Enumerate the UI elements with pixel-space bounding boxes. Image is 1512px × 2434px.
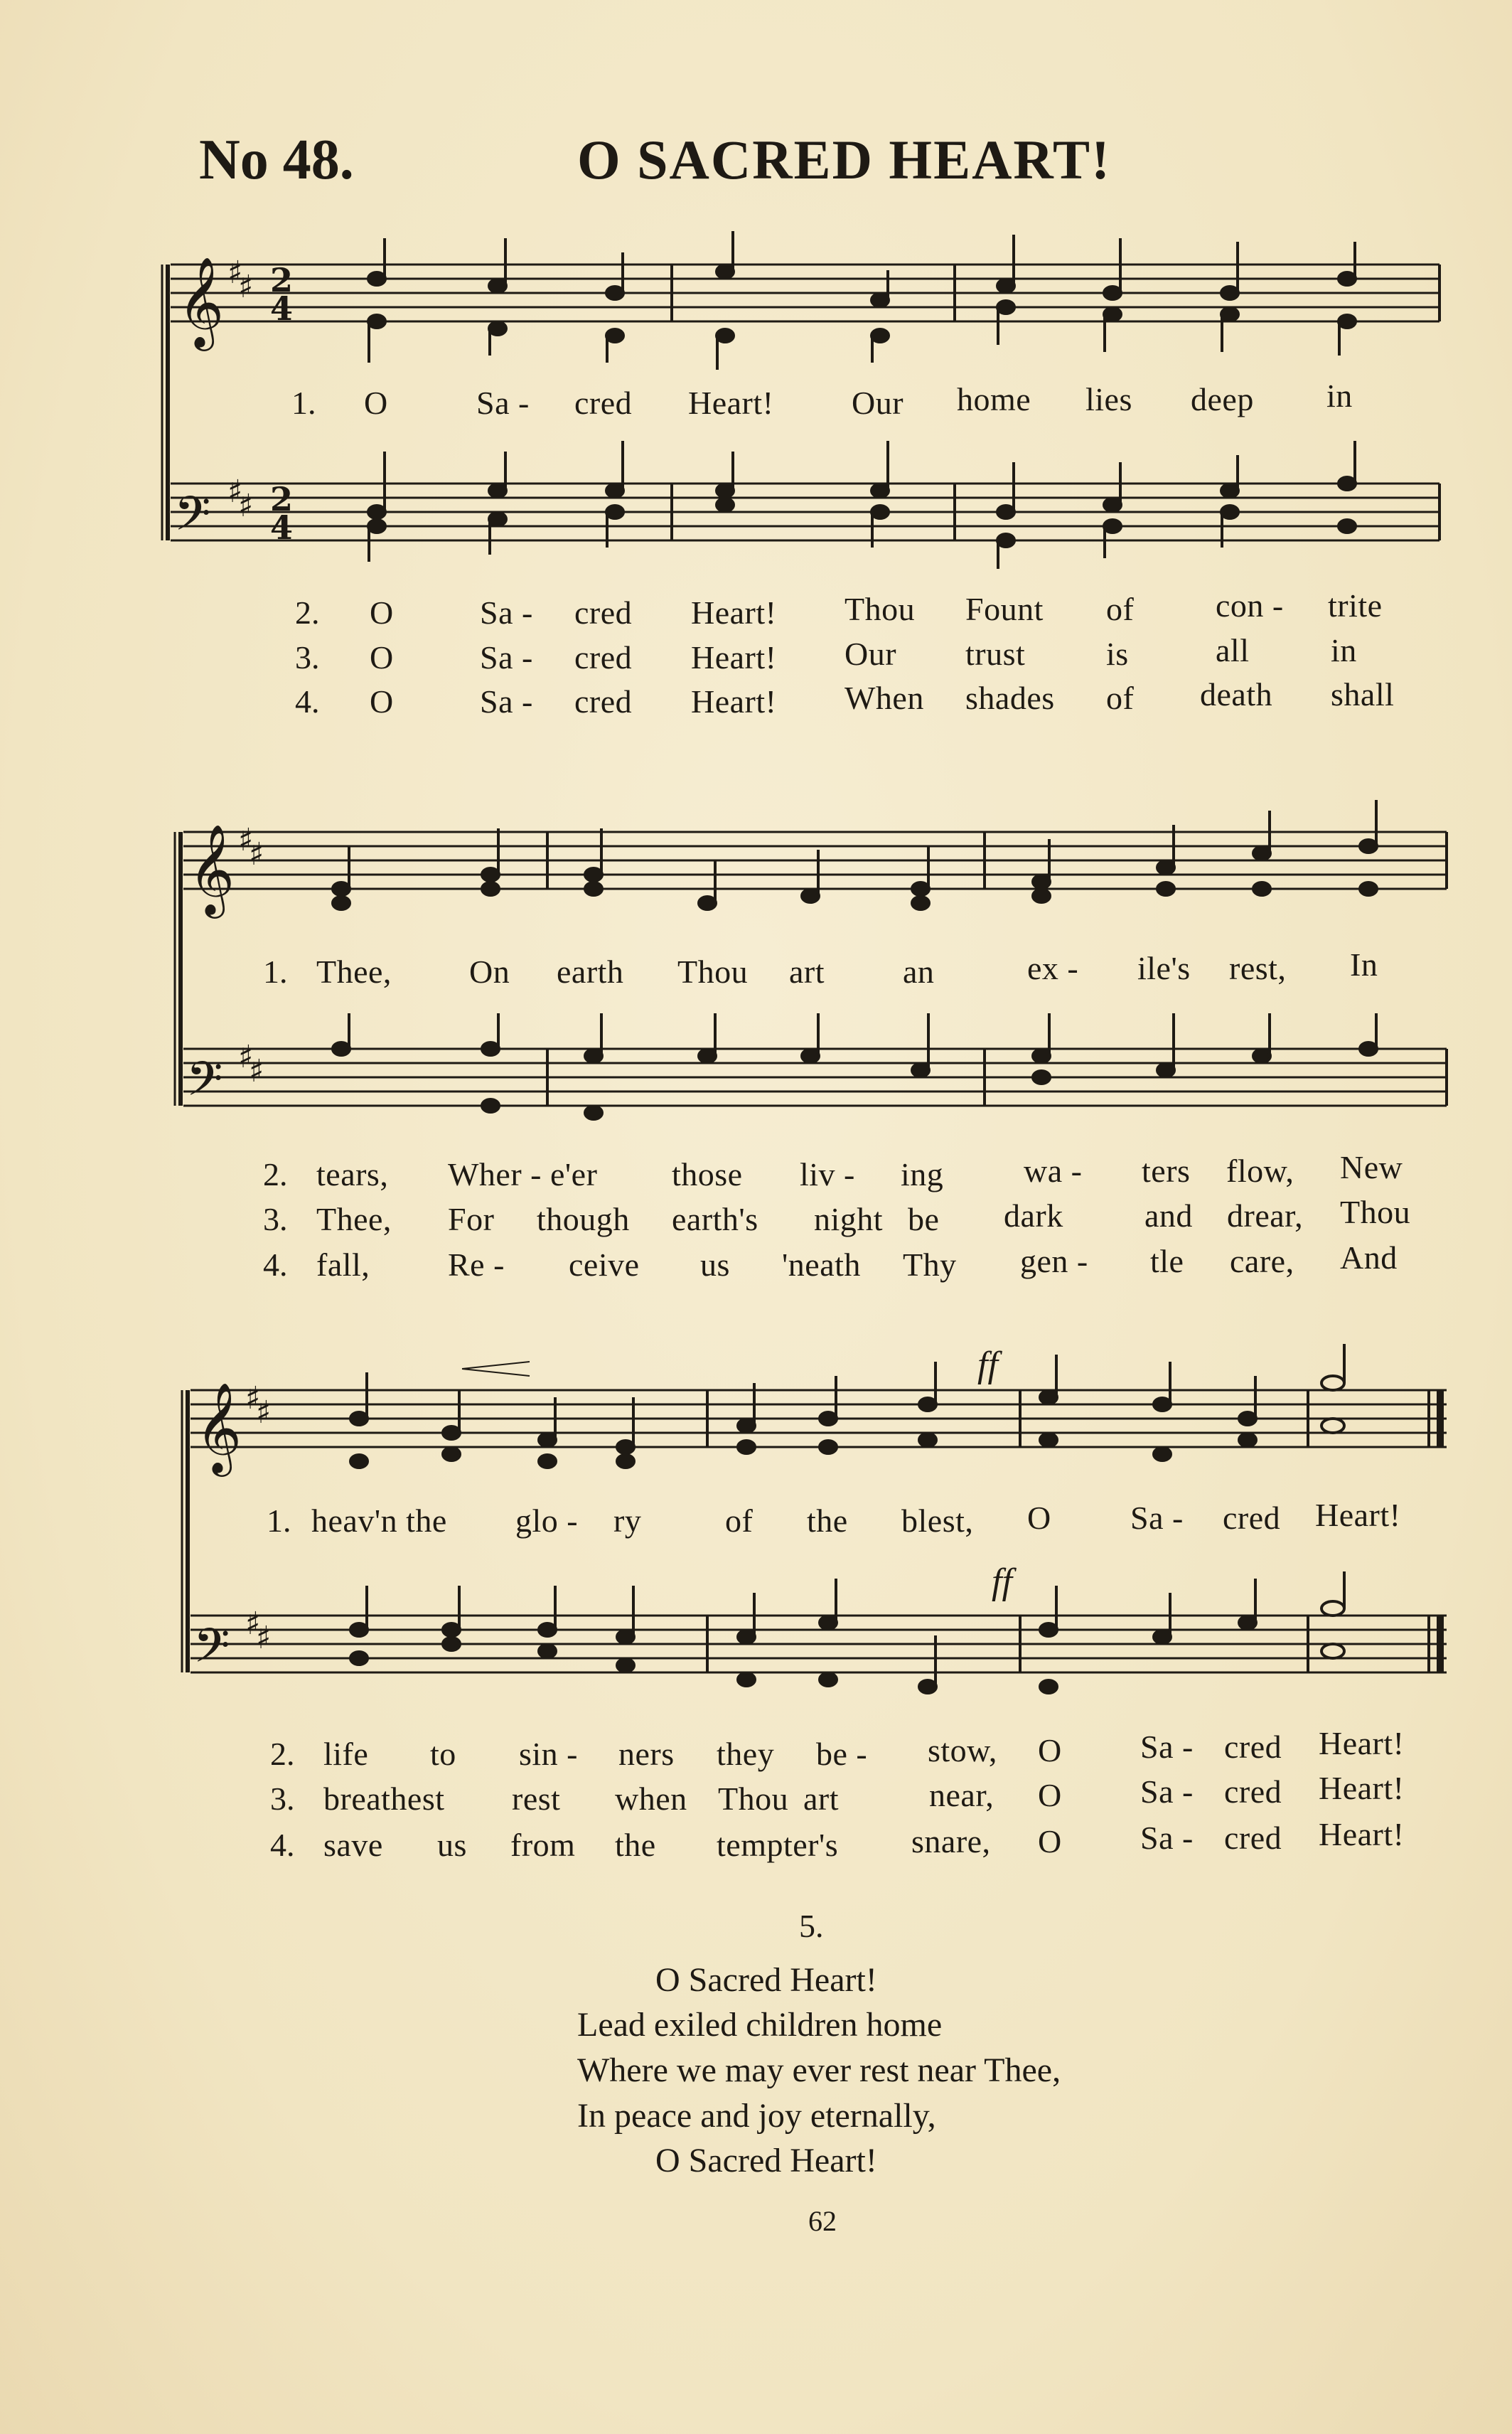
syllable: Heart! <box>688 385 774 421</box>
poem-line: In peace and joy eternally, <box>577 2097 936 2135</box>
syllable: shall <box>1331 676 1395 712</box>
syllable: death <box>1200 676 1273 712</box>
syllable: ners <box>618 1736 675 1772</box>
syllable: cred <box>1224 1773 1282 1810</box>
syllable: Re - <box>448 1247 505 1283</box>
syllable: ing <box>901 1156 944 1192</box>
verse-number: 1. <box>291 385 316 421</box>
syllable: Sa - <box>1140 1773 1194 1810</box>
syllable: those <box>672 1156 743 1192</box>
syllable: sin - <box>519 1736 578 1772</box>
syllable: ceive <box>569 1247 640 1283</box>
syllable: Fount <box>965 591 1044 627</box>
syllable: breathest <box>323 1781 445 1817</box>
syllable: drear, <box>1227 1197 1304 1234</box>
verse-number: 4. <box>263 1247 288 1283</box>
syllable: trust <box>965 636 1026 672</box>
syllable: Heart! <box>691 639 777 676</box>
syllable: the <box>807 1502 848 1539</box>
syllable: Sa - <box>480 594 533 631</box>
svg-text:4: 4 <box>270 289 294 328</box>
syllable: be - <box>816 1736 868 1772</box>
syllable: con - <box>1216 587 1284 624</box>
syllable: Our <box>852 385 904 421</box>
syllable: earth's <box>672 1201 758 1237</box>
svg-text:♯: ♯ <box>256 1394 272 1431</box>
syllable: When <box>845 680 924 716</box>
verse-number: 3. <box>270 1781 295 1817</box>
syllable: Wher - e'er <box>448 1156 598 1192</box>
verse-number: 4. <box>270 1827 295 1863</box>
syllable: an <box>903 954 935 990</box>
fortissimo-marking: ff <box>992 1562 1012 1602</box>
verse-number: 3. <box>295 639 320 676</box>
syllable: glo - <box>515 1502 579 1539</box>
syllable: to <box>430 1736 456 1772</box>
verse-number: 2. <box>295 594 320 631</box>
syllable: O <box>1038 1823 1062 1859</box>
verse-number: 2. <box>263 1156 288 1192</box>
syllable: save <box>323 1827 383 1863</box>
svg-text:♯: ♯ <box>249 836 264 872</box>
syllable: rest <box>512 1781 561 1817</box>
syllable: is <box>1106 636 1129 672</box>
syllable: cred <box>574 594 633 631</box>
syllable: tears, <box>316 1156 389 1192</box>
syllable: lies <box>1085 381 1132 417</box>
syllable: tle <box>1150 1243 1184 1279</box>
syllable: night <box>814 1201 884 1237</box>
fortissimo-marking: ff <box>977 1345 998 1385</box>
poem-line: Where we may ever rest near Thee, <box>577 2051 1061 2089</box>
syllable: liv - <box>800 1156 855 1192</box>
syllable: O <box>370 683 394 720</box>
svg-text:♯: ♯ <box>238 1039 254 1075</box>
bass-clef: 𝄢 <box>174 486 211 553</box>
hymn-title: O SACRED HEART! <box>577 129 1112 191</box>
svg-text:2: 2 <box>270 480 294 518</box>
hymn-number: No 48. <box>199 129 354 191</box>
syllable: from <box>510 1827 576 1863</box>
syllable: trite <box>1328 587 1383 624</box>
poem-line: O Sacred Heart! <box>655 1961 877 1999</box>
syllable: ile's <box>1137 950 1191 986</box>
syllable: Heart! <box>691 594 777 631</box>
syllable: Sa - <box>1130 1500 1184 1536</box>
syllable: Heart! <box>1319 1725 1405 1761</box>
verse-number: 1. <box>263 954 288 990</box>
svg-text:𝄢: 𝄢 <box>186 1052 223 1118</box>
syllable: Thou <box>845 591 916 627</box>
syllable: cred <box>574 683 633 720</box>
svg-text:♯: ♯ <box>227 474 243 510</box>
syllable: cred <box>1223 1500 1281 1536</box>
syllable: care, <box>1230 1243 1294 1279</box>
syllable: Thy <box>903 1247 957 1283</box>
syllable: us <box>437 1827 467 1863</box>
poem-line: Lead exiled children home <box>577 2006 943 2044</box>
syllable: life <box>323 1736 369 1772</box>
syllable: Thou <box>677 954 749 990</box>
syllable: 'neath <box>782 1247 861 1283</box>
svg-text:𝄢: 𝄢 <box>193 1618 230 1685</box>
syllable: Sa - <box>476 385 530 421</box>
syllable: art <box>803 1781 840 1817</box>
svg-text:♯: ♯ <box>238 822 254 858</box>
svg-text:𝄞: 𝄞 <box>188 823 235 914</box>
svg-text:𝄞: 𝄞 <box>195 1382 242 1473</box>
verse-number: 1. <box>267 1502 291 1539</box>
page-number: 62 <box>808 2205 837 2237</box>
syllable: Sa - <box>1140 1820 1194 1856</box>
svg-text:♯: ♯ <box>256 1620 272 1656</box>
syllable: Our <box>845 636 897 672</box>
syllable: though <box>537 1201 630 1237</box>
syllable: O <box>1038 1777 1062 1813</box>
syllable: On <box>469 954 510 990</box>
verse-number: 3. <box>263 1201 288 1237</box>
syllable: shades <box>965 680 1055 716</box>
syllable: Heart! <box>691 683 777 720</box>
syllable: ex - <box>1027 950 1079 986</box>
syllable: of <box>1106 680 1135 716</box>
syllable: tempter's <box>717 1827 839 1863</box>
verse-number: 4. <box>295 683 320 720</box>
syllable: heav'n the <box>311 1502 447 1539</box>
syllable: O <box>370 594 394 631</box>
syllable: snare, <box>911 1823 991 1859</box>
syllable: O <box>1038 1732 1062 1768</box>
syllable: of <box>725 1502 754 1539</box>
treble-clef: 𝄞 <box>178 256 225 347</box>
syllable: gen - <box>1020 1243 1088 1279</box>
syllable: O <box>370 639 394 676</box>
syllable: cred <box>1224 1820 1282 1856</box>
syllable: cred <box>1224 1729 1282 1765</box>
syllable: in <box>1331 632 1357 668</box>
syllable: Sa - <box>480 639 533 676</box>
syllable: blest, <box>901 1502 974 1539</box>
syllable: fall, <box>316 1247 370 1283</box>
syllable: art <box>789 954 825 990</box>
syllable: ters <box>1142 1153 1191 1189</box>
syllable: O <box>1027 1500 1051 1536</box>
syllable: rest, <box>1229 950 1287 986</box>
syllable: Heart! <box>1319 1770 1405 1806</box>
syllable: wa - <box>1024 1153 1083 1189</box>
poem-line: O Sacred Heart! <box>655 2142 877 2179</box>
syllable: they <box>717 1736 775 1772</box>
svg-text:♯: ♯ <box>238 488 254 524</box>
svg-text:♯: ♯ <box>245 1606 261 1642</box>
syllable: Heart! <box>1315 1497 1401 1533</box>
syllable: New <box>1340 1149 1403 1185</box>
syllable: Heart! <box>1319 1816 1405 1852</box>
verse-number: 2. <box>270 1736 295 1772</box>
syllable: In <box>1350 946 1378 983</box>
syllable: stow, <box>928 1732 997 1768</box>
syllable: earth <box>557 954 624 990</box>
syllable: cred <box>574 639 633 676</box>
syllable: Thee, <box>316 954 392 990</box>
music-system-3 <box>0 1337 1512 1692</box>
syllable: flow, <box>1226 1153 1294 1189</box>
syllable: Thee, <box>316 1201 392 1237</box>
syllable: be <box>908 1201 940 1237</box>
syllable: O <box>364 385 388 421</box>
syllable: Sa - <box>1140 1729 1194 1765</box>
syllable: cred <box>574 385 633 421</box>
svg-text:♯: ♯ <box>238 269 254 305</box>
syllable: ry <box>613 1502 642 1539</box>
syllable: of <box>1106 591 1135 627</box>
syllable: deep <box>1191 381 1254 417</box>
syllable: dark <box>1004 1197 1063 1234</box>
syllable: when <box>615 1781 687 1817</box>
syllable: in <box>1326 378 1353 414</box>
syllable: And <box>1340 1239 1398 1276</box>
syllable: and <box>1144 1197 1193 1234</box>
stanza-number: 5. <box>799 1908 824 1944</box>
syllable: all <box>1216 632 1250 668</box>
svg-text:♯: ♯ <box>245 1380 261 1416</box>
syllable: near, <box>929 1777 994 1813</box>
svg-text:4: 4 <box>270 508 294 547</box>
syllable: the <box>615 1827 656 1863</box>
svg-text:♯: ♯ <box>227 255 243 291</box>
syllable: Thou <box>1340 1194 1411 1230</box>
svg-text:2: 2 <box>270 261 294 299</box>
syllable: For <box>448 1201 495 1237</box>
syllable: Thou <box>718 1781 789 1817</box>
syllable: home <box>957 381 1031 417</box>
syllable: us <box>700 1247 730 1283</box>
svg-text:♯: ♯ <box>249 1053 264 1089</box>
syllable: Sa - <box>480 683 533 720</box>
